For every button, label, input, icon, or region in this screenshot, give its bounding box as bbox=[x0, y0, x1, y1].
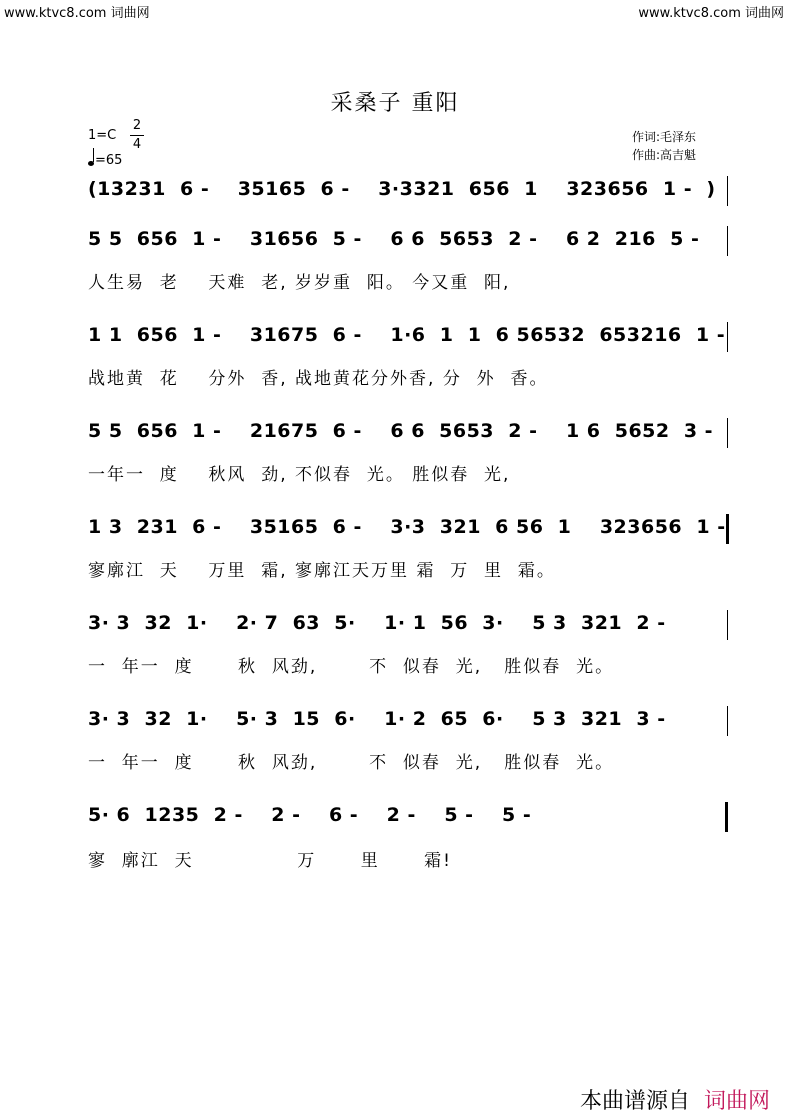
lyrics-line: 寥 廓江 天 万 里 霜! bbox=[88, 851, 452, 871]
score-row-4 bbox=[88, 420, 728, 456]
lyrics-line: 一年一 度 秋风 劲, 不似春 光。 胜似春 光, bbox=[88, 465, 511, 485]
time-divider bbox=[130, 135, 144, 136]
notes-line: (13231 6 - 35165 6 - 3·3321 656 1 323656 1 - ) bbox=[88, 178, 716, 200]
lyrics-line: 寥廓江 天 万里 霜, 寥廓江天万里 霜 万 里 霜。 bbox=[88, 561, 556, 581]
score-row-2 bbox=[88, 228, 728, 264]
notes-line: 3· 3 32 1· 2· 7 63 5· 1· 1 56 3· 5 3 321 2 - bbox=[88, 612, 666, 634]
key-signature: 1=C bbox=[88, 128, 117, 143]
barline bbox=[727, 226, 728, 256]
source-label: 本曲谱源自 bbox=[579, 1089, 690, 1114]
score-row-5 bbox=[88, 516, 728, 552]
lyrics-line: 一 年一 度 秋 风劲, 不 似春 光, 胜似春 光。 bbox=[88, 657, 615, 677]
lyrics-line: 一 年一 度 秋 风劲, 不 似春 光, 胜似春 光。 bbox=[88, 753, 615, 773]
watermark-left: www.ktvc8.com 词曲网 bbox=[4, 6, 150, 21]
barline bbox=[727, 610, 728, 640]
watermark-right: www.ktvc8.com 词曲网 bbox=[638, 6, 784, 21]
notes-line: 1 3 231 6 - 35165 6 - 3·3 321 6 56 1 323656 1 - bbox=[88, 516, 726, 538]
score-row-6 bbox=[88, 612, 728, 648]
barline bbox=[727, 706, 728, 736]
barline bbox=[727, 176, 728, 206]
notes-line: 5 5 656 1 - 21675 6 - 6 6 5653 2 - 1 6 5652 3 - bbox=[88, 420, 714, 442]
time-top: 2 bbox=[132, 118, 142, 133]
source-footer bbox=[580, 1084, 770, 1115]
source-brand[interactable]: 词曲网 bbox=[703, 1089, 770, 1114]
composer-credit: 作曲:高吉魁 bbox=[632, 148, 697, 162]
tempo-value: =65 bbox=[95, 153, 123, 168]
score-row-7 bbox=[88, 708, 728, 744]
barline bbox=[727, 418, 728, 448]
time-signature bbox=[130, 118, 144, 153]
song-title: 采桑子 重阳 bbox=[330, 91, 460, 116]
note-stem bbox=[93, 148, 94, 162]
score-row-8 bbox=[88, 804, 728, 840]
lyricist-credit: 作词:毛泽东 bbox=[632, 130, 697, 144]
lyrics-line: 人生易 老 天难 老, 岁岁重 阳。 今又重 阳, bbox=[88, 273, 511, 293]
repeat-end-barline bbox=[726, 514, 729, 544]
final-barline bbox=[725, 802, 728, 832]
time-bottom: 4 bbox=[132, 137, 142, 152]
tempo-marking bbox=[88, 150, 122, 168]
lyrics-line: 战地黄 花 分外 香, 战地黄花分外香, 分 外 香。 bbox=[88, 369, 549, 389]
notes-line: 1 1 656 1 - 31675 6 - 1·6 1 1 6 56532 653216 1 - bbox=[88, 324, 726, 346]
score-row-3 bbox=[88, 324, 728, 360]
barline bbox=[727, 322, 728, 352]
notes-line: 5· 6 1235 2 - 2 - 6 - 2 - 5 - 5 - bbox=[88, 804, 532, 826]
score-row-1 bbox=[88, 178, 728, 214]
notes-line: 5 5 656 1 - 31656 5 - 6 6 5653 2 - 6 2 216 5 - bbox=[88, 228, 700, 250]
notes-line: 3· 3 32 1· 5· 3 15 6· 1· 2 65 6· 5 3 321 3 - bbox=[88, 708, 666, 730]
